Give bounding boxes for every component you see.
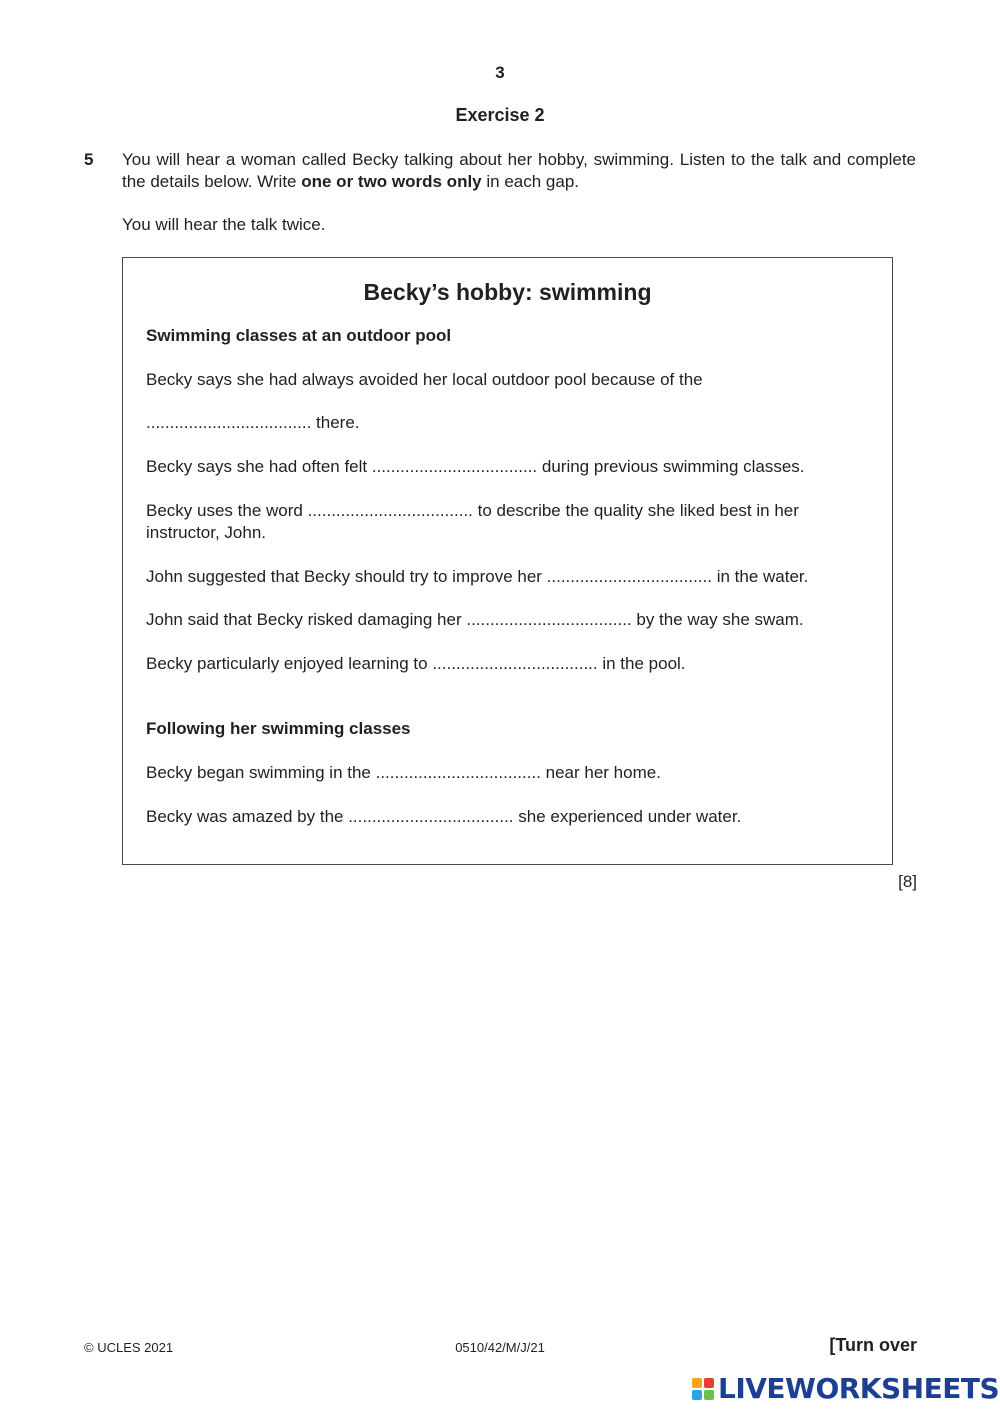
question-instructions: [122, 149, 916, 193]
footer-paper-code: 0510/42/M/J/21: [455, 1340, 545, 1355]
logo-square-orange: [692, 1378, 702, 1388]
section-heading-outdoor-pool: Swimming classes at an outdoor pool: [146, 326, 452, 345]
section-heading-following-classes: Following her swimming classes: [146, 719, 411, 738]
footer-turn-over: [Turn over: [829, 1335, 917, 1355]
gap-item-1[interactable]: ................................... there.: [146, 413, 360, 432]
logo-square-green: [704, 1390, 714, 1400]
box-title: Becky’s hobby: swimming: [363, 279, 652, 305]
liveworksheets-logo-icon: [692, 1378, 714, 1400]
footer-copyright: © UCLES 2021: [84, 1340, 174, 1355]
instructions-text-2: in each gap.: [481, 172, 579, 191]
liveworksheets-logo-text: LIVEWORKSHEETS: [718, 1372, 1000, 1405]
gap-item-7[interactable]: Becky began swimming in the ................................... near her home.: [146, 763, 661, 782]
instructions-text-1: You will hear a woman called Becky talking about her hobby, swimming. Listen to the talk and complete the details below. Write: [122, 150, 916, 191]
gap-item-8[interactable]: Becky was amazed by the ................................... she experienced under water.: [146, 807, 742, 826]
liveworksheets-logo[interactable]: [692, 1373, 999, 1405]
gap-item-3[interactable]: Becky uses the word ................................... to describe the quality she liked best in her instructor, John.: [146, 501, 799, 542]
gap-item-5[interactable]: John said that Becky risked damaging her ................................... by the way she swam.: [146, 610, 804, 629]
logo-square-red: [704, 1378, 714, 1388]
logo-square-blue: [692, 1390, 702, 1400]
question-number: 5: [84, 150, 94, 169]
total-marks: [8]: [898, 872, 917, 891]
gap-item-6[interactable]: Becky particularly enjoyed learning to ................................... in the pool.: [146, 654, 686, 673]
gap-item-2[interactable]: Becky says she had often felt ................................... during previous swimming classes.: [146, 457, 805, 476]
gap-item-1-intro: Becky says she had always avoided her local outdoor pool because of the: [146, 370, 703, 389]
instructions-bold: one or two words only: [301, 172, 482, 191]
gap-item-4[interactable]: John suggested that Becky should try to improve her ................................... in the water.: [146, 567, 809, 586]
page-number: 3: [495, 63, 505, 82]
question-note: You will hear the talk twice.: [122, 215, 326, 234]
exercise-title: Exercise 2: [455, 105, 545, 125]
